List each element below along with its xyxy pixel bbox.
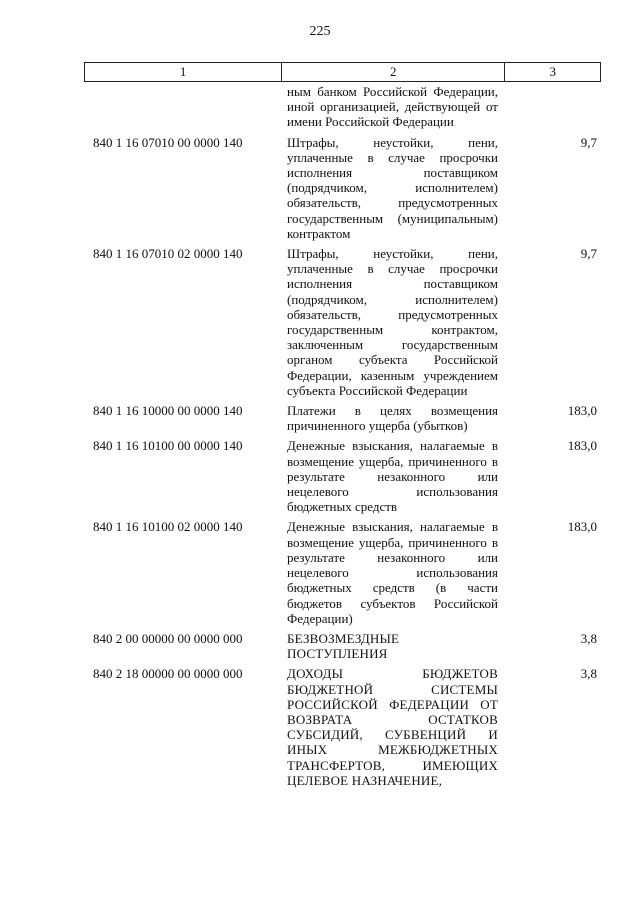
row-description: Штрафы, неустойки, пени, уплаченные в случае просрочки исполнения поставщиком (подрядчиком, исполнителем) обязательств, предусмотренных государственным (муниципальным) контрактом <box>287 134 498 241</box>
row-code: 840 2 00 00000 00 0000 000 <box>93 630 243 646</box>
table-row <box>0 631 640 661</box>
row-code: 840 1 16 07010 00 0000 140 <box>93 134 243 150</box>
row-description: Денежные взыскания, налагаемые в возмещение ущерба, причиненного в результате незаконного или нецелевого использования бюджетных средств (в части бюджетов субъектов Российской Федерации) <box>287 519 498 626</box>
row-amount: 183,0 <box>567 519 597 535</box>
row-amount: 9,7 <box>580 134 597 150</box>
table-row <box>0 403 640 433</box>
column-header-2: 2 <box>282 63 505 81</box>
row-description: БЕЗВОЗМЕЗДНЫЕ ПОСТУПЛЕНИЯ <box>287 630 400 662</box>
page-number: 225 <box>309 24 331 39</box>
row-description: Платежи в целях возмещения причиненного ущерба (убытков) <box>287 403 498 434</box>
table-header <box>84 62 601 82</box>
column-header-3: 3 <box>549 64 556 79</box>
table-row <box>0 84 640 130</box>
row-description: Денежные взыскания, налагаемые в возмещение ущерба, причиненного в результате незаконного или нецелевого использования бюджетных средств <box>287 438 498 515</box>
row-amount: 9,7 <box>580 246 597 262</box>
row-amount: 3,8 <box>580 630 597 646</box>
table-row <box>0 246 640 398</box>
table-row <box>0 519 640 625</box>
row-code: 840 1 16 10000 00 0000 140 <box>93 403 243 419</box>
row-code: 840 1 16 10100 02 0000 140 <box>93 519 243 535</box>
row-description: ДОХОДЫ БЮДЖЕТОВ БЮДЖЕТНОЙ СИСТЕМЫ РОССИЙСКОЙ ФЕДЕРАЦИИ ОТ ВОЗВРАТА ОСТАТКОВ СУБСИДИЙ, СУБВЕНЦИЙ И ИНЫХ МЕЖБЮДЖЕТНЫХ ТРАНСФЕРТОВ, ИМЕЮЩИХ ЦЕЛЕВОЕ НАЗНАЧЕНИЕ, <box>287 666 498 788</box>
row-code: 840 1 16 10100 00 0000 140 <box>93 438 243 454</box>
row-code: 840 2 18 00000 00 0000 000 <box>93 666 243 682</box>
row-amount: 183,0 <box>567 403 597 419</box>
table-row <box>0 135 640 241</box>
row-amount: 3,8 <box>580 666 597 682</box>
table-row <box>0 438 640 514</box>
table-body <box>0 84 640 793</box>
column-header-1: 1 <box>85 63 282 81</box>
row-description: Штрафы, неустойки, пени, уплаченные в случае просрочки исполнения поставщиком (подрядчиком, исполнителем) обязательств, предусмотренных государственным контрактом, заключенным государственным органом субъекта Российской Федерации, казенным учреждением субъекта Российской Федерации <box>287 246 498 398</box>
table-row <box>0 666 640 788</box>
row-description: ным банком Российской Федерации, иной организацией, действующей от имени Российской Федерации <box>287 84 498 130</box>
row-amount: 183,0 <box>567 438 597 454</box>
row-code: 840 1 16 07010 02 0000 140 <box>93 246 243 262</box>
